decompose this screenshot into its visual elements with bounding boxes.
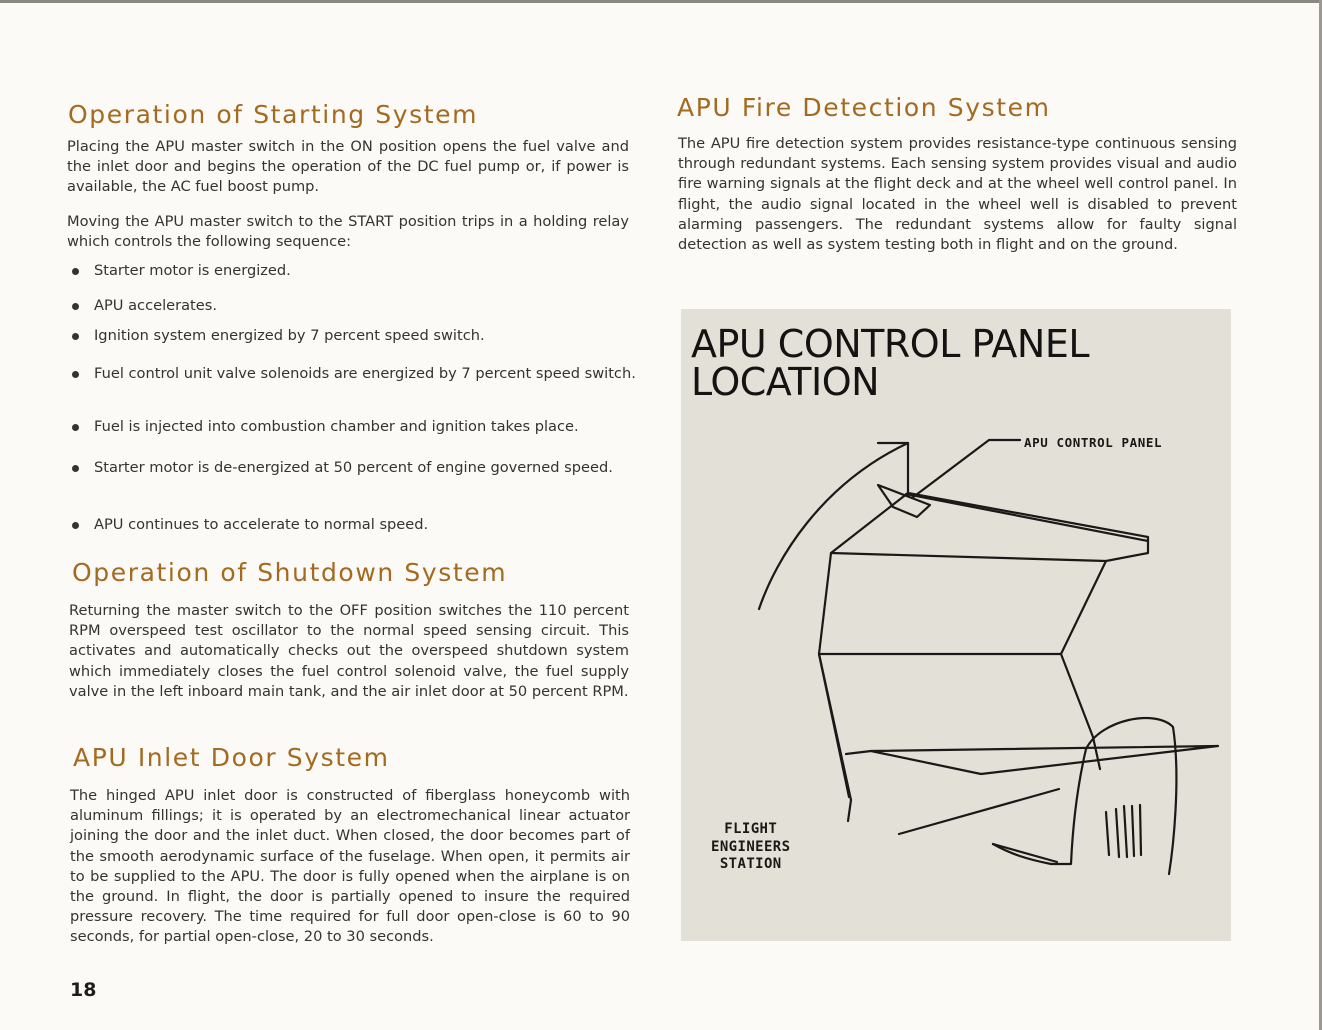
- shutdown-paragraph: Returning the master switch to the OFF position switches the 110 percent RPM overspeed test oscillator to the normal speed sensing circuit. This activates and automatically checks out the overspeed shutdown system which immediately closes the fuel control solenoid valve, the fuel supply valve in the left inboard main tank, and the air inlet door at 50 percent RPM.: [69, 602, 629, 700]
- seat-arm: [993, 844, 1057, 862]
- seat-back-upper: [1093, 737, 1100, 769]
- callout-leader: [912, 440, 1020, 498]
- bullet-icon: [72, 303, 79, 310]
- heading-fire-detection-system: APU Fire Detection System: [677, 93, 1051, 122]
- control-panel-figure: [681, 309, 1231, 941]
- panel-middle-edge: [819, 654, 1093, 737]
- page-number: 18: [70, 979, 97, 1001]
- seat-back: [1086, 718, 1176, 874]
- list-item: Ignition system energized by 7 percent speed switch.: [70, 326, 639, 346]
- list-item: APU continues to accelerate to normal speed.: [70, 515, 639, 535]
- page-top-edge: [0, 0, 1322, 3]
- bullet-icon: [72, 522, 79, 529]
- fire-detection-paragraph: The APU fire detection system provides resistance-type continuous sensing through redundant systems. Each sensing system provides visual and audio fire warning signals at the flight deck and at the wheel well control panel. In flight, the audio signal located in the wheel well is disabled to prevent alarming passengers. The redundant systems allow for faulty signal detection as well as system testing both in flight and on the ground.: [678, 135, 1237, 254]
- figure-title-line-2: LOCATION: [691, 360, 880, 404]
- panel-face: [831, 493, 1106, 654]
- starting-paragraph-2: Moving the APU master switch to the START position trips in a holding relay which controls the following sequence:: [67, 213, 629, 251]
- panel-face-lower: [819, 654, 849, 797]
- callout-label: APU CONTROL PANEL: [1024, 435, 1163, 450]
- panel-ledge: [906, 494, 1148, 541]
- list-item: APU accelerates.: [70, 296, 639, 316]
- bullet-icon: [72, 333, 79, 340]
- station-label: [711, 821, 790, 874]
- seat-padding: [1106, 805, 1141, 857]
- inlet-door-paragraph: The hinged APU inlet door is constructed of fiberglass honeycomb with aluminum fillings; it is operated by an electromechanical linear actuator joining the door and the inlet duct. When closed, the door becomes part of the smooth aerodynamic surface of the fuselage. When open, it permits air to be supplied to the APU. The door is fully opened when the airplane is on the ground. In flight, the door is partially opened to insure the required pressure recovery. The time required for full door open-close is 60 to 90 seconds, for partial open-close, 20 to 30 seconds.: [70, 787, 630, 946]
- station-line-3: STATION: [719, 856, 782, 872]
- inner-line: [848, 800, 851, 821]
- bullet-icon: [72, 268, 79, 275]
- list-item: Fuel is injected into combustion chamber and ignition takes place.: [70, 417, 639, 437]
- heading-shutdown-system: Operation of Shutdown System: [72, 558, 508, 587]
- bullet-icon: [72, 424, 79, 431]
- heading-inlet-door-system: APU Inlet Door System: [73, 743, 390, 772]
- bullet-icon: [72, 465, 79, 472]
- list-item: Starter motor is de-energized at 50 percent of engine governed speed.: [70, 458, 639, 478]
- list-item: Starter motor is energized.: [70, 261, 639, 281]
- station-line-1: FLIGHT: [724, 821, 778, 837]
- bullet-icon: [72, 371, 79, 378]
- starting-paragraph-1: Placing the APU master switch in the ON position opens the fuel valve and the inlet door and begins the operation of the DC fuel pump or, if power is available, the AC fuel boost pump.: [67, 138, 629, 196]
- list-item: Fuel control unit valve solenoids are energized by 7 percent speed switch.: [70, 364, 639, 384]
- heading-starting-system: Operation of Starting System: [68, 100, 479, 129]
- desk-front: [846, 751, 871, 754]
- desk-top: [871, 746, 1218, 774]
- figure-title-line-1: APU CONTROL PANEL: [691, 322, 1090, 366]
- station-line-2: ENGINEERS: [711, 838, 791, 855]
- fuselage-curve: [759, 443, 908, 609]
- seat-line: [899, 789, 1059, 834]
